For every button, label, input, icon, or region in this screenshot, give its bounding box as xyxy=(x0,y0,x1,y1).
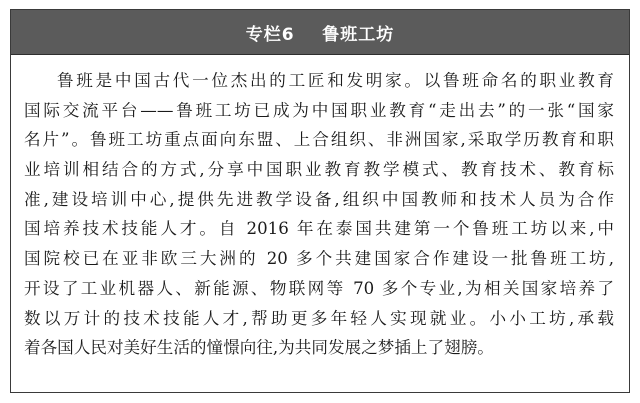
box-header xyxy=(11,10,629,55)
body-line: 国际交流平台——鲁班工坊已成为中国职业教育“走出去”的一张“国家 xyxy=(24,100,614,120)
body-line: 数以万计的技术技能人才,帮助更多年轻人实现就业。小小工坊,承载 xyxy=(24,308,614,328)
box-body xyxy=(24,66,614,363)
box-title: 专栏6 鲁班工坊 xyxy=(245,24,395,45)
body-line: 国院校已在亚非欧三大洲的 20 多个共建国家合作建设一批鲁班工坊, xyxy=(24,249,614,269)
body-line: 业培训相结合的方式,分享中国职业教育教学模式、教育技术、教育标 xyxy=(24,160,614,180)
body-line: 国培养技术技能人才。自 2016 年在泰国共建第一个鲁班工坊以来,中 xyxy=(24,219,614,239)
body-line: 鲁班是中国古代一位杰出的工匠和发明家。以鲁班命名的职业教育 xyxy=(57,71,614,90)
body-line: 准,建设培训中心,提供先进教学设备,组织中国教师和技术人员为合作 xyxy=(24,189,614,209)
sidebar-box xyxy=(10,9,630,393)
body-line: 名片”。鲁班工坊重点面向东盟、上合组织、非洲国家,采取学历教育和职 xyxy=(24,130,614,150)
body-line: 开设了工业机器人、新能源、物联网等 70 多个专业,为相关国家培养了 xyxy=(24,278,614,298)
body-line: 着各国人民对美好生活的憧憬向往,为共同发展之梦插上了翅膀。 xyxy=(24,338,494,358)
